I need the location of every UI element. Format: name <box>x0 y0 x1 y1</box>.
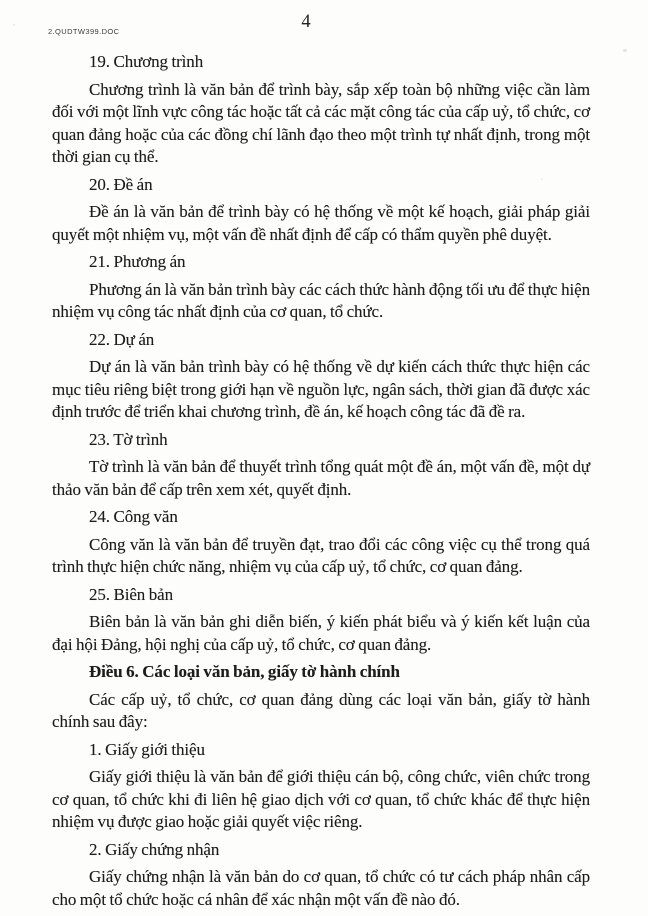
paragraph: Giấy chứng nhận là văn bản do cơ quan, tổ chức có tư cách pháp nhân cấp cho một tổ chức hoặc cá nhân để xác nhận một vấn đề nào đó. <box>52 867 590 909</box>
paragraph: Tờ trình là văn bản để thuyết trình tổng quát một đề án, một vấn đề, một dự thảo văn bản để cấp trên xem xét, quyết định. <box>52 457 590 499</box>
paragraph: Biên bản là văn bản ghi diễn biến, ý kiến phát biểu và ý kiến kết luận của đại hội Đảng, hội nghị của cấp uỷ, tổ chức, cơ quan đảng. <box>52 612 590 654</box>
paragraph: Chương trình là văn bản để trình bày, sắp xếp toàn bộ những việc cần làm đối với một lĩnh vực công tác hoặc tất cả các mặt công tác của cấp uỷ, tổ chức, cơ quan đảng hoặc của các đồng chí lãnh đạo theo một trình tự nhất định, trong một thời gian cụ thể. <box>52 79 590 166</box>
paragraph: Dự án là văn bản trình bày có hệ thống về dự kiến cách thức thực hiện các mục tiêu riêng biệt trong giới hạn về nguồn lực, ngân sách, thời gian đã được xác định trước để triển khai chương trình, đề án, kế hoạch công tác đã đề ra. <box>52 357 590 421</box>
paragraph: Phương án là văn bản trình bày các cách thức hành động tối ưu để thực hiện nhiệm vụ công tác nhất định của cơ quan, tổ chức. <box>52 279 590 321</box>
scan-speck <box>541 178 543 180</box>
section-heading: 1. Giấy giới thiệu <box>89 739 205 759</box>
section-heading: 21. Phương án <box>89 252 186 271</box>
section-heading: 2. Giấy chứng nhận <box>89 839 220 859</box>
paragraph: Đề án là văn bản để trình bày có hệ thống về một kế hoạch, giải pháp giải quyết một nhiệm vụ, một vấn đề nhất định để cấp có thẩm quyền phê duyệt. <box>52 202 590 244</box>
paragraph: Công văn là văn bản để truyền đạt, trao đổi các công việc cụ thể trong quá trình thực hiện chức năng, nhiệm vụ của cấp uỷ, tổ chức, cơ quan đảng. <box>52 534 590 576</box>
page-number: 4 <box>301 12 311 32</box>
scan-speck <box>623 49 627 52</box>
section-heading: Điều 6. Các loại văn bản, giấy tờ hành chính <box>89 662 400 681</box>
document-body <box>52 46 590 911</box>
section-heading: 24. Công văn <box>89 507 178 526</box>
section-heading: 19. Chương trình <box>89 52 204 71</box>
section-heading: 25. Biên bản <box>89 584 174 604</box>
section-heading: 20. Đề án <box>89 174 153 194</box>
paragraph: Giấy giới thiệu là văn bản để giới thiệu cán bộ, công chức, viên chức trong cơ quan, tổ chức khi đi liên hệ giao dịch với cơ quan, tổ chức khác để thực hiện nhiệm vụ được giao hoặc giải quyết việc riêng. <box>52 767 590 831</box>
paragraph: Các cấp uỷ, tổ chức, cơ quan đảng dùng các loại văn bản, giấy tờ hành chính sau đây: <box>52 689 590 731</box>
section-heading: 22. Dự án <box>89 329 155 349</box>
scan-speck <box>13 24 15 26</box>
document-filename: 2.QUDTW399.DOC <box>48 27 120 36</box>
section-heading: 23. Tờ trình <box>89 429 168 449</box>
